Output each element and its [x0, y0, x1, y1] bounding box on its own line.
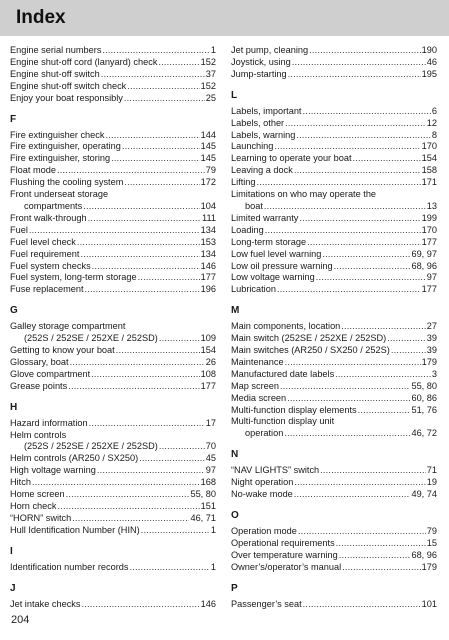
dot-leader — [122, 141, 200, 153]
index-entry-page: 27 — [426, 321, 437, 332]
index-entry-page: 69, 97 — [411, 248, 437, 259]
dot-leader — [124, 177, 199, 189]
index-entry — [10, 249, 216, 261]
dot-leader — [322, 249, 410, 261]
index-entry-title: Fuel system, long-term storage — [10, 272, 137, 283]
index-entry-title: Front walk-through — [10, 212, 87, 223]
index-entry-page: 145 — [200, 153, 216, 164]
index-entry-title: Operation mode — [231, 526, 297, 536]
dot-leader — [32, 477, 200, 489]
index-entry-page: 170 — [421, 224, 437, 235]
dot-leader — [285, 118, 426, 130]
index-entry-title: Lubrication — [231, 284, 276, 295]
index-entry-page: 134 — [200, 224, 216, 235]
dot-leader — [294, 489, 411, 501]
index-entry-page: 79 — [205, 165, 216, 176]
index-entry — [10, 177, 216, 189]
index-entry-page: 177 — [421, 284, 437, 295]
dot-leader — [335, 369, 431, 381]
index-entry — [231, 599, 437, 611]
index-entry — [10, 165, 216, 177]
index-entry-title: Low oil pressure warning — [231, 260, 333, 271]
index-entry-title: Maintenance — [231, 356, 284, 367]
index-entry — [10, 345, 216, 357]
entry-list — [231, 465, 437, 501]
index-entry-title: Engine shut-off switch check — [10, 80, 127, 91]
dot-leader — [307, 237, 421, 249]
index-entry — [10, 213, 216, 225]
index-entry-title: Over temperature warning — [231, 549, 338, 560]
index-entry-page: 6 — [431, 105, 437, 116]
dot-leader — [72, 513, 189, 525]
index-entry — [10, 261, 216, 273]
index-entry — [231, 477, 437, 489]
dot-leader — [127, 81, 199, 93]
index-entry-title: Horn check — [10, 501, 57, 511]
index-entry — [10, 225, 216, 237]
index-entry — [10, 130, 216, 142]
index-entry — [231, 489, 437, 501]
dot-leader — [85, 284, 200, 296]
index-entry-title: Flushing the cooling system — [10, 177, 124, 188]
index-entry — [10, 562, 216, 574]
entry-list — [10, 453, 216, 536]
index-entry-page: 152 — [200, 56, 216, 67]
index-entry-page: 158 — [421, 165, 437, 176]
index-entry-title: Learning to operate your boat — [231, 153, 352, 164]
dot-leader — [102, 45, 209, 57]
index-entry — [10, 284, 216, 296]
index-entry-title: Hitch — [10, 477, 31, 488]
index-entry-title: Fire extinguisher, operating — [10, 141, 121, 152]
dot-leader — [353, 153, 421, 165]
index-entry-title: “HORN” switch — [10, 512, 72, 523]
index-entry-page: 55, 80 — [411, 380, 437, 391]
index-entry: Hazard information ..... 17 — [10, 418, 216, 430]
index-entry-page: 39 — [426, 333, 437, 344]
index-entry — [231, 465, 437, 477]
dot-leader — [91, 369, 199, 381]
index-entry-title: Low voltage warning — [231, 272, 315, 283]
index-entry-page: 146 — [200, 598, 216, 609]
dot-leader — [292, 57, 426, 69]
dot-leader — [280, 381, 410, 393]
index-entry — [10, 489, 216, 501]
index-entry-title: Main switch (252SE / 252XE / 252SD) — [231, 333, 387, 344]
entry-list — [10, 213, 216, 296]
index-entry-title: Main switches (AR250 / SX250 / 252S) — [231, 345, 390, 356]
dot-leader — [70, 357, 205, 369]
index-entry-page: 153 — [200, 236, 216, 247]
index-entry-page: 55, 80 — [190, 489, 216, 500]
section-letter-o: O — [231, 510, 239, 521]
index-entry-page: 179 — [421, 561, 437, 572]
index-entry-title: Engine shut-off cord (lanyard) check — [10, 56, 158, 67]
index-entry — [231, 177, 437, 189]
index-entry — [231, 538, 437, 550]
section-letter-m: M — [231, 305, 240, 317]
dot-leader — [298, 526, 426, 538]
index-entry-label: Helm controls — [10, 429, 67, 440]
index-entry-title: Main components, location — [231, 321, 341, 332]
index-entry-page: 1 — [210, 524, 216, 535]
dot-leader — [57, 165, 205, 177]
index-entry-page: 172 — [200, 177, 216, 188]
dot-leader — [320, 465, 426, 477]
index-entry-title: Launching — [231, 141, 274, 152]
index-entry-page: 199 — [421, 212, 437, 223]
dot-leader — [309, 45, 421, 57]
dot-leader — [105, 130, 199, 142]
index-entry — [10, 153, 216, 165]
index-entry — [10, 81, 216, 93]
index-entry-page: 46, 71 — [190, 512, 216, 523]
index-entry — [10, 477, 216, 489]
index-entry-page: 154 — [200, 345, 216, 356]
entry-list — [10, 562, 216, 574]
index-entry — [231, 106, 437, 118]
dot-leader — [342, 562, 421, 574]
index-entry — [10, 369, 216, 381]
dot-leader — [92, 261, 200, 273]
index-entry — [231, 562, 437, 574]
index-entry-page: 12 — [426, 117, 437, 128]
dot-leader — [334, 261, 411, 273]
index-entry-title: Jet pump, cleaning — [231, 45, 309, 55]
index-entry-page: 45 — [205, 453, 216, 464]
index-entry-title: Long-term storage — [231, 236, 307, 247]
index-entry-label: Multi-function display unit — [231, 416, 335, 427]
dot-leader — [29, 225, 200, 237]
index-entry-title: Operational requirements — [231, 537, 335, 548]
entry-list — [10, 599, 216, 611]
dot-leader — [111, 153, 200, 165]
dot-leader — [158, 57, 199, 69]
index-entry-page: 79 — [426, 526, 437, 536]
index-entry — [231, 213, 437, 225]
index-entry-title: Lifting — [231, 177, 256, 188]
dot-leader — [68, 381, 199, 393]
index-entry-title: Media screen — [231, 392, 287, 403]
index-entry — [231, 249, 437, 261]
index-column-left — [10, 45, 216, 611]
index-entry-title: Getting to know your boat — [10, 345, 115, 356]
dot-leader — [138, 272, 200, 284]
index-entry — [231, 45, 437, 57]
index-entry-title: Multi-function display elements — [231, 404, 357, 415]
index-entry-title: Fuse replacement — [10, 284, 84, 295]
index-entry-title: Hull Identification Number (HIN) — [10, 524, 140, 535]
entry-list — [231, 45, 437, 81]
index-entry-title: Night operation — [231, 477, 294, 488]
index-entry-title: Engine serial numbers — [10, 45, 102, 55]
index-entry — [231, 69, 437, 81]
index-entry — [231, 381, 437, 393]
index-entry — [10, 513, 216, 525]
section-letter-h: H — [10, 401, 18, 413]
dot-leader — [358, 405, 411, 417]
dot-leader — [77, 237, 200, 249]
index-entry — [10, 453, 216, 465]
index-entry-title: Glossary, boat — [10, 356, 69, 367]
index-entry-page: 154 — [421, 153, 437, 164]
index-entry-page: 60, 86 — [411, 392, 437, 403]
index-entry-title: Float mode — [10, 165, 56, 176]
dot-leader — [302, 106, 430, 118]
dot-leader — [299, 213, 420, 225]
index-entry — [231, 357, 437, 369]
dot-leader — [294, 165, 421, 177]
index-entry — [231, 405, 437, 417]
index-entry-page: 177 — [200, 272, 216, 283]
index-entry-title: “NAV LIGHTS” switch — [231, 465, 320, 476]
index-subentry: compartments ..... 104 — [10, 201, 216, 213]
index-entry-title: Jump-starting — [231, 68, 287, 79]
dot-leader — [303, 599, 421, 611]
index-entry — [10, 57, 216, 69]
index-entry-title: Enjoy your boat responsibly — [10, 92, 123, 103]
index-entry — [10, 45, 216, 57]
index-entry — [231, 57, 437, 69]
section-letter-i: I — [10, 545, 13, 557]
dot-leader — [336, 538, 426, 550]
dot-leader — [285, 357, 421, 369]
index-entry-page: 97 — [205, 465, 216, 476]
dot-leader — [316, 272, 426, 284]
index-entry-page: 101 — [421, 598, 437, 609]
index-entry-title: Labels, warning — [231, 129, 296, 140]
section-letter-f: F — [10, 113, 17, 125]
index-entry-title: Engine shut-off switch — [10, 68, 100, 79]
index-entry-page: 151 — [200, 501, 216, 511]
index-entry — [231, 118, 437, 130]
index-entry-title: Owner’s/operator’s manual — [231, 561, 342, 572]
index-entry — [231, 284, 437, 296]
section-letter-j: J — [10, 582, 16, 594]
dot-leader — [97, 465, 205, 477]
section-letter-n: N — [231, 449, 239, 461]
index-entry — [231, 165, 437, 177]
dot-leader — [116, 345, 200, 357]
section-letter-p: P — [231, 582, 238, 594]
index-entry — [231, 369, 437, 381]
index-entry — [231, 321, 437, 333]
index-entry-page: 179 — [421, 356, 437, 367]
index-entry-title: Helm controls (AR250 / SX250) — [10, 453, 139, 464]
index-entry — [10, 501, 216, 513]
index-column-right — [231, 45, 437, 611]
index-entry-page: 111 — [202, 212, 216, 223]
entry-list — [231, 321, 437, 416]
index-entry-title: Leaving a dock — [231, 165, 293, 176]
index-entry-page: 8 — [431, 129, 437, 140]
entry-list — [10, 45, 216, 105]
page-title: Index — [16, 7, 66, 28]
entry-list — [231, 213, 437, 296]
index-entry-title: Fuel — [10, 224, 28, 235]
index-entry — [10, 272, 216, 284]
dot-leader — [294, 477, 425, 489]
dot-leader — [88, 213, 201, 225]
index-entry-title: Fuel requirement — [10, 248, 80, 259]
index-entry-page: 146 — [200, 260, 216, 271]
index-entry-title: Joystick, using — [231, 56, 291, 67]
index-entry-title: Glove compartment — [10, 368, 91, 379]
index-entry — [10, 357, 216, 369]
page-number: 204 — [11, 614, 30, 626]
index-entry — [231, 261, 437, 273]
index-entry-title: No-wake mode — [231, 489, 293, 500]
dot-leader — [124, 93, 205, 105]
index-entry — [231, 225, 437, 237]
index-entry — [231, 153, 437, 165]
index-entry — [10, 599, 216, 611]
index-entry-page: 19 — [426, 477, 437, 488]
index-entry — [231, 130, 437, 142]
index-entry-page: 171 — [421, 177, 437, 188]
index-entry-page: 37 — [205, 68, 216, 79]
dot-leader — [296, 130, 431, 142]
index-entry-page: 168 — [200, 477, 216, 488]
index-entry — [231, 141, 437, 153]
index-subentry: operation ..... 46, 72 — [231, 428, 437, 440]
entry-list — [10, 130, 216, 190]
index-entry-page: 68, 96 — [411, 549, 437, 560]
dot-leader — [265, 225, 421, 237]
index-entry-page: 170 — [421, 141, 437, 152]
index-entry — [10, 465, 216, 477]
index-entry-page: 144 — [200, 129, 216, 140]
index-entry-page: 177 — [200, 380, 216, 391]
index-entry — [10, 69, 216, 81]
index-entry-page: 1 — [210, 45, 216, 55]
index-entry-page: 97 — [426, 272, 437, 283]
index-entry-title: Labels, other — [231, 117, 285, 128]
section-letter-l: L — [231, 89, 238, 101]
index-entry-title: High voltage warning — [10, 465, 96, 476]
index-entry — [10, 237, 216, 249]
index-subentry: boat ..... 13 — [231, 201, 437, 213]
index-entry-page: 46 — [426, 56, 437, 67]
index-entry-title: Jet intake checks — [10, 598, 81, 609]
entry-list — [10, 345, 216, 393]
index-entry-label: Front underseat storage — [10, 189, 109, 200]
index-entry-page: 177 — [421, 236, 437, 247]
index-entry-title: Passenger’s seat — [231, 598, 302, 609]
dot-leader — [277, 284, 421, 296]
index-entry-page: 190 — [421, 45, 437, 55]
dot-leader — [57, 501, 199, 513]
index-subentry: (252S / 252SE / 252XE / 252SD) ..... 109 — [10, 333, 216, 345]
dot-leader — [101, 69, 205, 81]
index-entry-page: 3 — [431, 368, 437, 379]
index-entry — [231, 550, 437, 562]
index-entry-title: Identification number records — [10, 561, 129, 572]
dot-leader — [139, 453, 205, 465]
dot-leader — [80, 249, 199, 261]
index-entry-label: Limitations on who may operate the — [231, 189, 377, 200]
dot-leader — [341, 321, 425, 333]
index-entry — [231, 333, 437, 345]
entry-list — [231, 599, 437, 611]
index-entry-title: Fuel system checks — [10, 260, 91, 271]
dot-leader — [391, 345, 426, 357]
index-entry-label: Galley storage compartment — [10, 321, 126, 332]
dot-leader — [141, 525, 210, 537]
index-entry-title: Grease points — [10, 380, 68, 391]
index-entry-title: Fuel level check — [10, 236, 76, 247]
index-entry — [231, 526, 437, 538]
index-entry-page: 49, 74 — [411, 489, 437, 500]
index-entry-page: 68, 96 — [411, 260, 437, 271]
index-entry-page: 25 — [205, 92, 216, 103]
index-entry-page: 108 — [200, 368, 216, 379]
index-entry-title: Fire extinguisher, storing — [10, 153, 111, 164]
index-entry-title: Manufactured date labels — [231, 368, 335, 379]
index-entry — [231, 393, 437, 405]
index-entry — [231, 237, 437, 249]
dot-leader — [257, 177, 421, 189]
index-entry-page: 71 — [426, 465, 437, 476]
section-letter-g: G — [10, 305, 18, 317]
index-entry-page: 1 — [210, 561, 216, 572]
index-entry — [231, 272, 437, 284]
dot-leader — [129, 562, 209, 574]
index-entry-page: 145 — [200, 141, 216, 152]
index-entry-title: Loading — [231, 224, 264, 235]
index-entry-title: Map screen — [231, 380, 280, 391]
index-entry — [10, 381, 216, 393]
index-entry-page: 39 — [426, 345, 437, 356]
dot-leader — [287, 393, 410, 405]
index-entry-page: 26 — [205, 356, 216, 367]
index-entry-title: Labels, important — [231, 105, 302, 116]
index-entry — [231, 345, 437, 357]
index-entry — [10, 141, 216, 153]
index-entry-page: 152 — [200, 80, 216, 91]
index-entry-page: 51, 76 — [411, 404, 437, 415]
index-entry-page: 196 — [200, 284, 216, 295]
index-entry — [10, 93, 216, 105]
entry-list — [231, 526, 437, 574]
index-entry-title: Low fuel level warning — [231, 248, 322, 259]
dot-leader — [387, 333, 426, 345]
entry-list — [231, 106, 437, 189]
dot-leader — [288, 69, 421, 81]
page-header — [0, 0, 449, 36]
dot-leader — [339, 550, 411, 562]
index-subentry: (252S / 252SE / 252XE / 252SD) ..... 70 — [10, 441, 216, 453]
dot-leader — [81, 599, 199, 611]
dot-leader — [66, 489, 190, 501]
index-entry-page: 134 — [200, 248, 216, 259]
index-entry-title: Home screen — [10, 489, 65, 500]
index-entry-title: Fire extinguisher check — [10, 129, 105, 140]
index-entry-page: 195 — [421, 68, 437, 79]
index-entry — [10, 525, 216, 537]
index-entry-title: Limited warranty — [231, 212, 299, 223]
dot-leader — [274, 141, 420, 153]
index-entry-page: 15 — [426, 537, 437, 548]
